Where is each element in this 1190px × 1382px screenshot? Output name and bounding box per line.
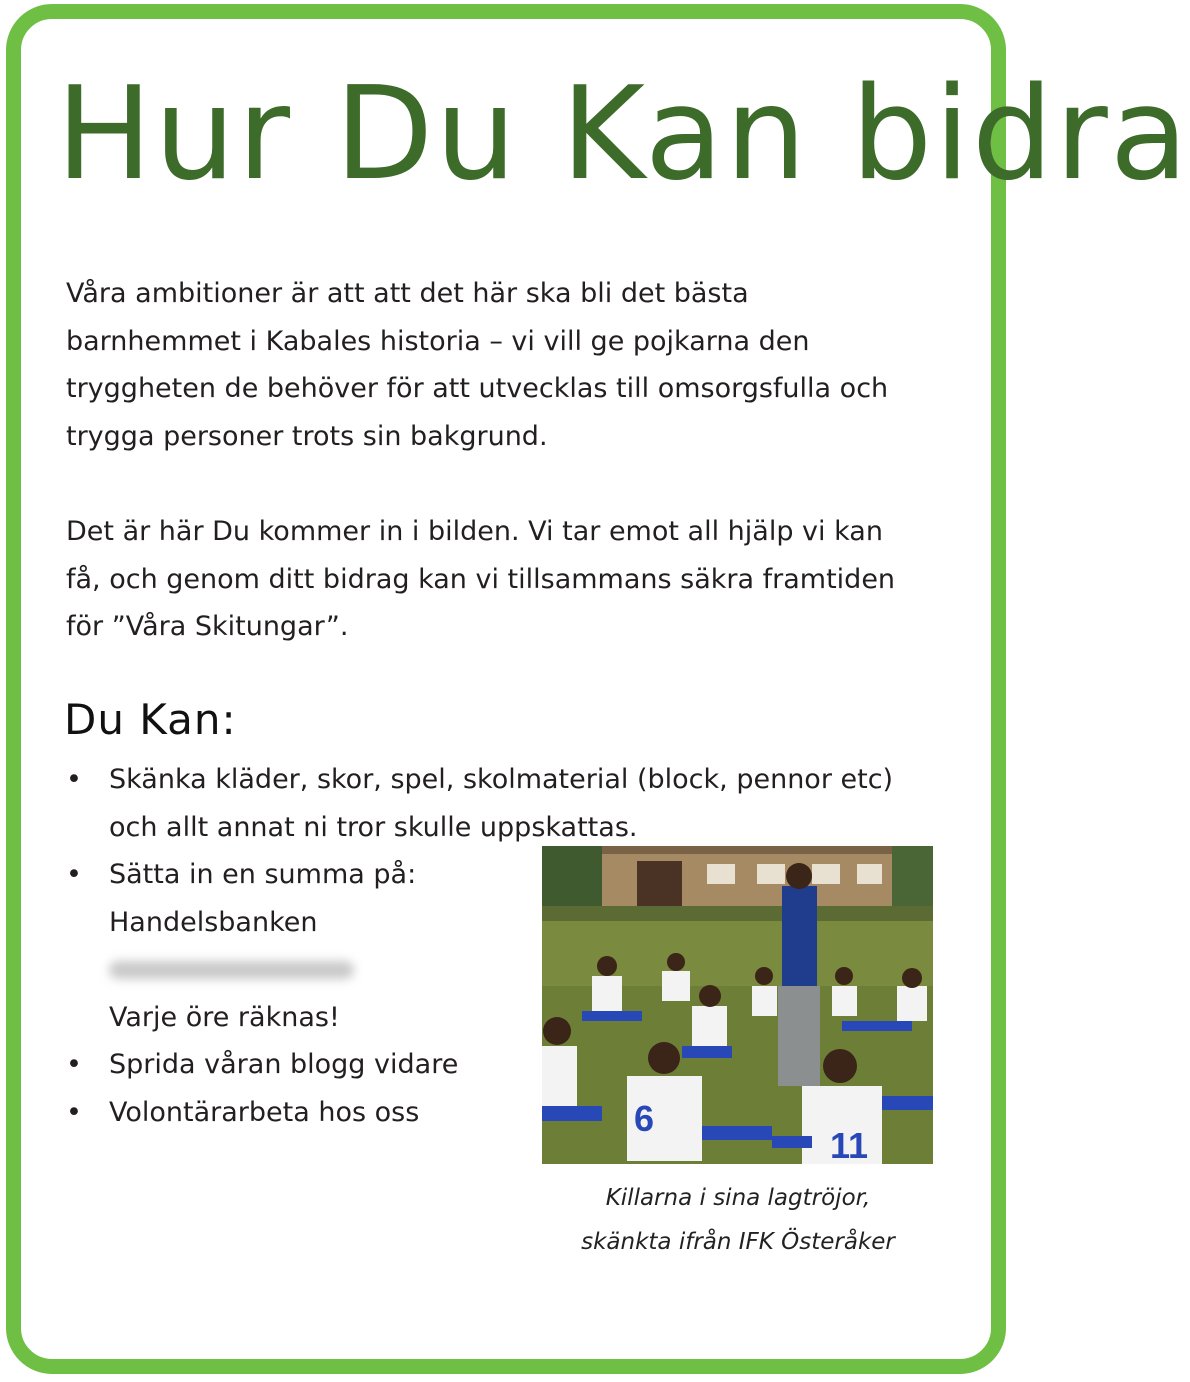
page-title: Hur Du Kan bidra (56, 60, 1190, 209)
list-item-text: och allt annat ni tror skulle uppskattas. (109, 811, 638, 843)
list-item-text: Sätta in en summa på: (109, 859, 417, 890)
list-item-text: Skänka kläder, skor, spel, skolmaterial (block, pennor etc) (109, 764, 894, 795)
photo-caption (540, 1176, 936, 1264)
bullet-icon: • (66, 764, 82, 795)
bullet-icon: • (66, 1049, 82, 1080)
you-can-heading: Du Kan: (64, 695, 237, 744)
list-item-text: Volontärarbeta hos oss (109, 1096, 420, 1128)
team-photo (542, 846, 933, 1164)
caption-line: skänkta ifrån IFK Österåker (581, 1229, 895, 1255)
every-penny-note: Varje öre räknas! (109, 1001, 340, 1033)
bullet-icon: • (66, 1096, 82, 1128)
bank-name: Handelsbanken (109, 906, 318, 938)
jersey-number: 6 (634, 1098, 655, 1139)
list-item-text: Sprida våran blogg vidare (109, 1049, 459, 1080)
list-item-donate-goods (66, 756, 946, 851)
caption-line: Killarna i sina lagtröjor, (605, 1185, 871, 1211)
bullet-icon: • (66, 859, 82, 890)
jersey-number: 11 (830, 1125, 869, 1166)
call-to-action-paragraph: Det är här Du kommer in i bilden. Vi tar emot all hjälp vi kan få, och genom ditt bidrag kan vi tillsammans säkra framtiden för ”Våra Skitungar”. (66, 516, 896, 642)
intro-paragraph: Våra ambitioner är att att det här ska bli det bästa barnhemmet i Kabales historia – vi vill ge pojkarna den tryggheten de behöver för att utvecklas till omsorgsfulla och trygga personer trots sin bakgrund. (66, 278, 889, 452)
